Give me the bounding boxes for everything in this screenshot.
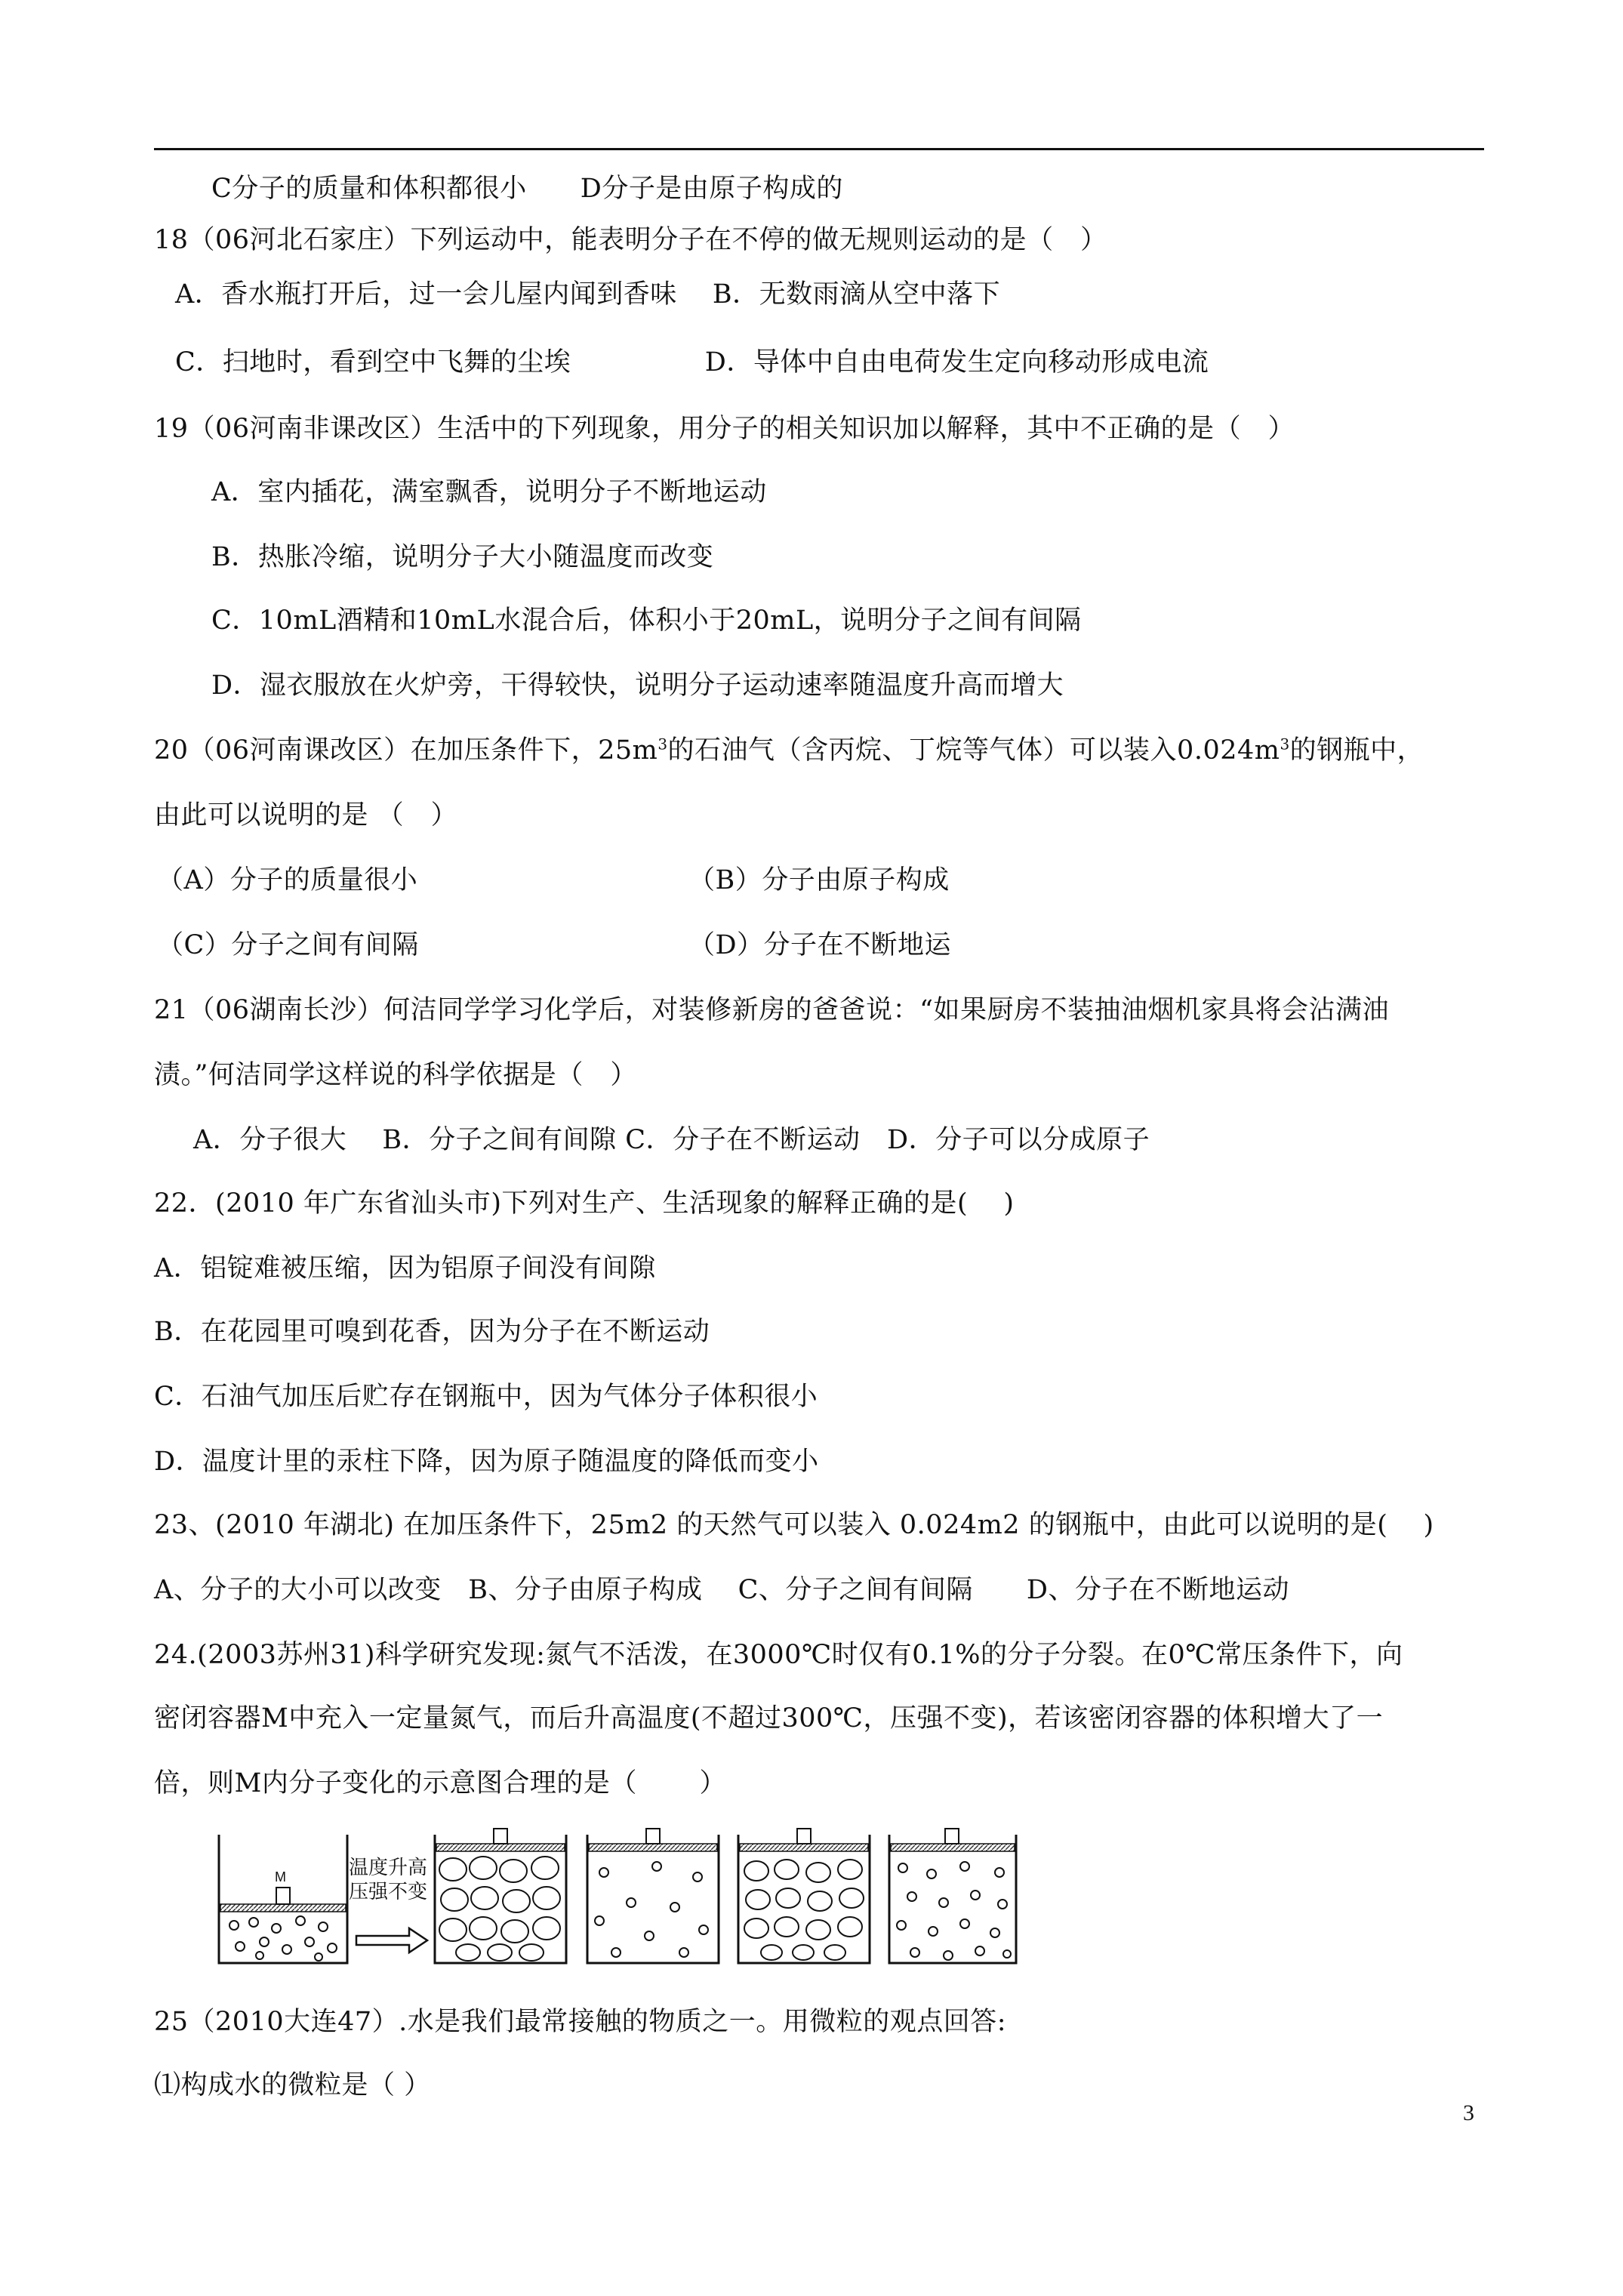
question-19-b: B．热胀冷缩，说明分子大小随温度而改变 bbox=[211, 542, 714, 572]
page-number: 3 bbox=[1463, 2100, 1474, 2125]
question-21: 21（06湖南长沙）何洁同学学习化学后，对装修新房的爸爸说：“如果厨房不装抽油烟机家具将会沾满油 bbox=[154, 995, 1389, 1025]
question-22-d: D．温度计里的汞柱下降，因为原子随温度的降低而变小 bbox=[154, 1447, 819, 1477]
question-18-ab: A．香水瓶打开后，过一会儿屋内闻到香味 B．无数雨滴从空中落下 bbox=[175, 279, 1001, 310]
line-17cd: C分子的质量和体积都很小 D分子是由原子构成的 bbox=[211, 174, 843, 204]
original-container bbox=[219, 1835, 347, 1963]
option-container-1 bbox=[435, 1829, 566, 1963]
question-20-d: （D）分子在不断地运 bbox=[688, 930, 952, 960]
question-19-a: A．室内插花，满室飘香，说明分子不断地运动 bbox=[211, 477, 767, 507]
question-20-cont: 由此可以说明的是 （ ） bbox=[154, 800, 458, 831]
question-20-a: （A）分子的质量很小 bbox=[157, 865, 418, 895]
container-label: M bbox=[275, 1869, 286, 1885]
question-21-cont: 渍。”何洁同学这样说的科学依据是（ ） bbox=[154, 1060, 637, 1090]
molecule-diagram bbox=[217, 1827, 1018, 1971]
condition-arrow bbox=[349, 1857, 427, 1952]
question-19-c: C．10mL酒精和10mL水混合后，体积小于20mL，说明分子之间有间隔 bbox=[211, 606, 1082, 636]
q20-text-2: 的石油气（含丙烷、丁烷等气体）可以装入0.024m bbox=[667, 735, 1280, 766]
arrow-text-1: 温度升高 bbox=[349, 1857, 428, 1879]
option-container-3 bbox=[738, 1829, 870, 1963]
question-20-b: （B）分子由原子构成 bbox=[688, 865, 950, 895]
question-22-c: C．石油气加压后贮存在钢瓶中，因为气体分子体积很小 bbox=[154, 1382, 818, 1412]
question-18-cd: C．扫地时，看到空中飞舞的尘埃 D．导体中自由电荷发生定向移动形成电流 bbox=[175, 347, 1209, 378]
question-21-options: A．分子很大 B．分子之间有间隙 C．分子在不断运动 D．分子可以分成原子 bbox=[193, 1125, 1150, 1155]
question-22: 22．(2010 年广东省汕头市)下列对生产、生活现象的解释正确的是( ) bbox=[154, 1188, 1015, 1219]
header-rule bbox=[154, 148, 1484, 150]
question-22-b: B．在花园里可嗅到花香，因为分子在不断运动 bbox=[154, 1317, 710, 1347]
question-25-part1: ⑴构成水的微粒是（ ） bbox=[154, 2070, 431, 2100]
question-23: 23、(2010 年湖北) 在加压条件下，25m2 的天然气可以装入 0.024m2 的钢瓶中，由此可以说明的是( ) bbox=[154, 1510, 1434, 1540]
question-23-options: A、分子的大小可以改变 B、分子由原子构成 C、分子之间有间隔 D、分子在不断地运动 bbox=[154, 1575, 1289, 1605]
question-24-cont2: 倍，则M内分子变化的示意图合理的是（ ） bbox=[154, 1768, 726, 1798]
q20-text-1: 20（06河南课改区）在加压条件下，25m bbox=[154, 735, 658, 766]
question-20 bbox=[154, 734, 1424, 767]
question-18: 18（06河北石家庄）下列运动中，能表明分子在不停的做无规则运动的是（ ） bbox=[154, 225, 1107, 255]
question-19: 19（06河南非课改区）生活中的下列现象，用分子的相关知识加以解释，其中不正确的是（ ） bbox=[154, 414, 1295, 444]
q20-sup-2: 3 bbox=[1280, 735, 1290, 754]
question-20-c: （C）分子之间有间隔 bbox=[157, 930, 419, 960]
question-19-d: D．湿衣服放在火炉旁，干得较快，说明分子运动速率随温度升高而增大 bbox=[211, 670, 1064, 701]
question-24-cont: 密闭容器M中充入一定量氮气，而后升高温度(不超过300℃，压强不变)，若该密闭容器的体积增大了一 bbox=[154, 1703, 1384, 1734]
option-container-2 bbox=[587, 1829, 719, 1963]
question-22-a: A．铝锭难被压缩，因为铝原子间没有间隙 bbox=[154, 1253, 656, 1284]
question-24: 24.(2003苏州31)科学研究发现:氮气不活泼，在3000℃时仅有0.1%的分子分裂。在0℃常压条件下，向 bbox=[154, 1640, 1403, 1670]
q20-text-3: 的钢瓶中， bbox=[1289, 735, 1424, 766]
q20-sup-1: 3 bbox=[658, 735, 668, 754]
arrow-text-2: 压强不变 bbox=[349, 1881, 428, 1903]
option-container-4 bbox=[889, 1829, 1016, 1963]
question-25: 25（2010大连47）.水是我们最常接触的物质之一。用微粒的观点回答: bbox=[154, 2007, 1007, 2037]
